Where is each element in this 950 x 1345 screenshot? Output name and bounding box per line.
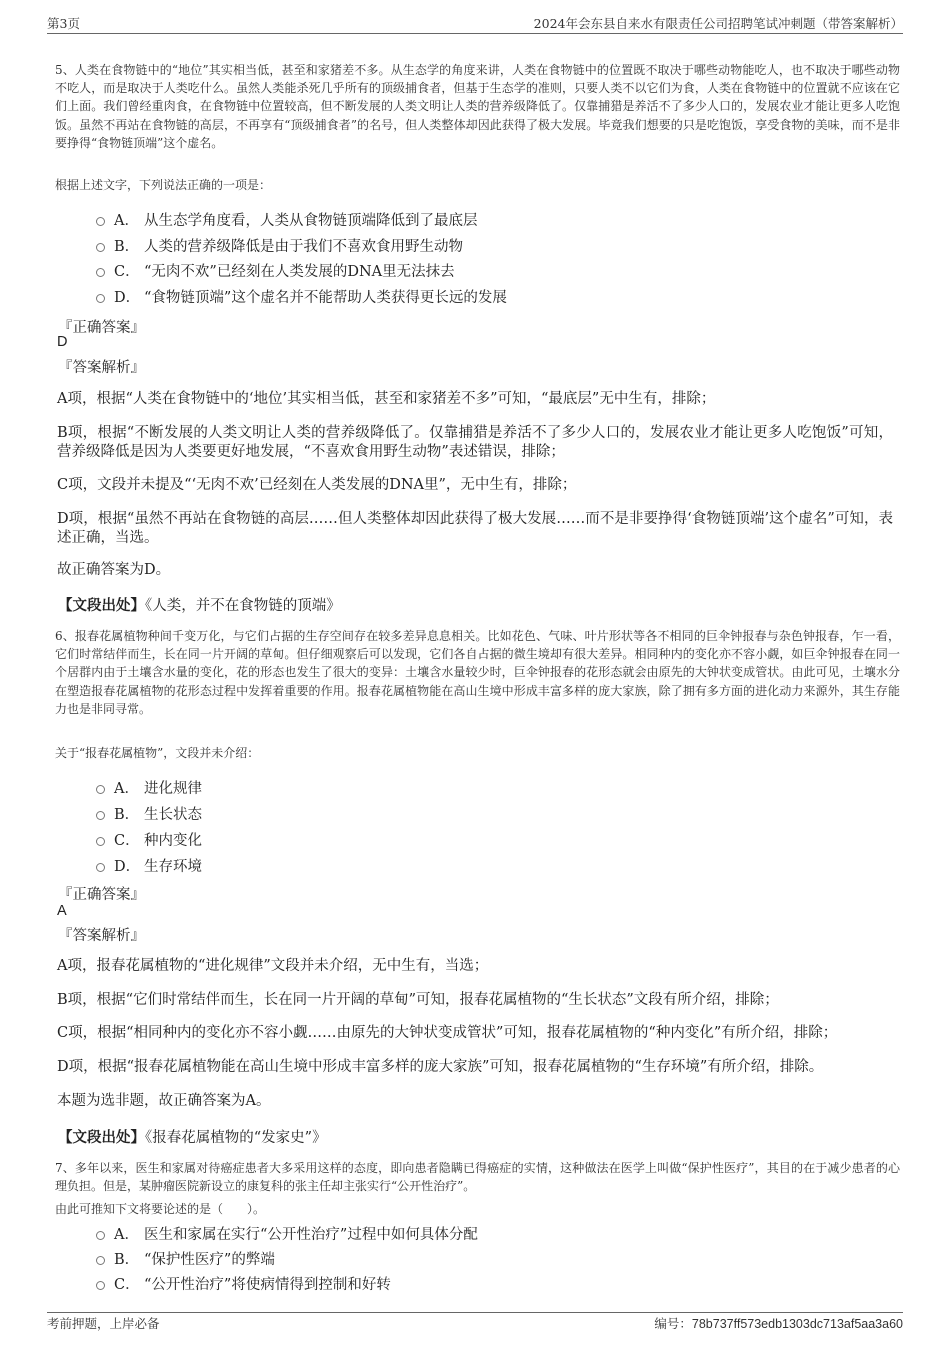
option-text: 种内变化	[144, 832, 202, 849]
option-letter: D．	[114, 858, 141, 875]
option-text: “保护性医疗”的弊端	[144, 1251, 275, 1268]
q6-conclusion: 本题为选非题，故正确答案为A。	[57, 1093, 271, 1109]
q5-source	[58, 594, 341, 615]
document-title: 2024年会东县自来水有限责任公司招聘笔试冲刺题（带答案解析）	[533, 16, 903, 31]
q5-option-a[interactable]	[96, 208, 478, 230]
page-header	[47, 12, 903, 32]
footer-slogan: 考前押题，上岸必备	[47, 1316, 160, 1331]
radio-button[interactable]	[96, 811, 105, 820]
option-letter: A．	[114, 212, 139, 229]
option-letter: A．	[114, 1226, 139, 1243]
q5-passage: 5、人类在食物链中的“地位”其实相当低，甚至和家猪差不多。从生态学的角度来讲，人类在食物链中的位置既不取决于哪些动物能吃人，也不取决于哪些动物不吃人，而是取决于人类吃什么。虽然人类能杀死几乎所有的顶级捕食者，但基于生态学的准则，只要人类不以它们为食，人类在食物链中的位置就不应该在它们上面。我们曾经重肉食，在食物链中位置较高，但不断发展的人类文明让人类的营养级降低了。仅靠捕猎是养活不了多少人口的，发展农业才能让更多人吃饱饭。虽然不再站在食物链的高层，不再享有“顶级捕食者”的名号，但人类整体却因此获得了极大发展。毕竟我们想要的只是吃饱饭，享受食物的美味，而不是非要挣得“食物链顶端”这个虚名。	[55, 63, 900, 150]
radio-button[interactable]	[96, 837, 105, 846]
q6-explanation-a: A项，报春花属植物的“进化规律”文段并未介绍，无中生有，当选；	[57, 958, 489, 974]
radio-button[interactable]	[96, 863, 105, 872]
q7-option-c[interactable]	[96, 1272, 391, 1294]
code-value: 78b737ff573edb1303dc713af5aa3a60	[691, 1317, 903, 1331]
source-title: 《报春花属植物的“发家史”》	[145, 1130, 327, 1146]
q6-explanation-b: B项，根据“它们时常结伴而生，长在同一片开阔的草甸”可知，报春花属植物的“生长状态”文段有所介绍，排除；	[57, 992, 779, 1008]
q6-analysis-tag: 『答案解析』	[58, 928, 145, 944]
q6-option-c[interactable]	[96, 828, 202, 850]
option-letter: B．	[114, 806, 140, 823]
q7-option-a[interactable]	[96, 1222, 478, 1244]
source-title: 《人类，并不在食物链的顶端》	[145, 598, 341, 614]
radio-button[interactable]	[96, 1281, 105, 1290]
q5-explanation-d: D项，根据“虽然不再站在食物链的高层……但人类整体却因此获得了极大发展……而不是非要挣得‘食物链顶端’这个虚名”可知，表述正确，当选。	[57, 511, 893, 546]
q5-conclusion: 故正确答案为D。	[57, 562, 171, 578]
q5-answer: D	[57, 334, 68, 350]
option-letter: A．	[114, 780, 139, 797]
q7-prompt: 由此可推知下文将要论述的是（ ）。	[55, 1202, 266, 1216]
radio-button[interactable]	[96, 217, 105, 226]
q5-option-c[interactable]	[96, 259, 455, 281]
option-text: 生长状态	[144, 806, 202, 823]
option-letter: C．	[114, 1276, 140, 1293]
q5-explanation-c: C项，文段并未提及“‘无肉不欢’已经刻在人类发展的DNA里”，无中生有，排除；	[57, 477, 577, 493]
footer-divider	[47, 1312, 903, 1313]
option-letter: D．	[114, 289, 141, 306]
q5-analysis-tag: 『答案解析』	[58, 360, 145, 376]
page-number: 第3页	[47, 16, 80, 31]
q6-explanation-d: D项，根据“报春花属植物能在高山生境中形成丰富多样的庞大家族”可知，报春花属植物的“生存环境”有所介绍，排除。	[57, 1059, 824, 1075]
document-code	[654, 1314, 903, 1332]
q5-option-b[interactable]	[96, 234, 463, 256]
q5-prompt: 根据上述文字，下列说法正确的一项是：	[55, 178, 272, 192]
radio-button[interactable]	[96, 1256, 105, 1265]
code-label: 编号：	[654, 1316, 692, 1331]
q5-answer-tag: 『正确答案』	[58, 320, 145, 336]
q6-passage: 6、报春花属植物种间千变万化，与它们占据的生存空间存在较多差异息息相关。比如花色、气味、叶片形状等各不相同的巨伞钟报春与杂色钟报春，乍一看，它们时常结伴而生，长在同一片开阔的草甸。但仔细观察后可以发现，它们各自占据的微生境却有很大差异。相同种内的变化亦不容小觑，如巨伞钟报春在同一个居群内由于土壤含水量的变化，花的形态也发生了很大的变异：土壤含水量较少时，巨伞钟报春的花形态就会由原先的大钟状变成管状。由此可见，土壤水分在塑造报春花属植物的花形态过程中发挥着重要的作用。报春花属植物能在高山生境中形成丰富多样的庞大家族，除了拥有多方面的进化动力来源外，其生存能力也是非同寻常。	[55, 629, 900, 716]
q6-prompt: 关于“报春花属植物”，文段并未介绍：	[55, 746, 260, 760]
source-label: 【文段出处】	[58, 597, 145, 614]
q7-passage: 7、多年以来，医生和家属对待癌症患者大多采用这样的态度，即向患者隐瞒已得癌症的实情，这种做法在医学上叫做“保护性医疗”，其目的在于减少患者的心理负担。但是，某肿瘤医院新设立的康复科的张主任却主张实行“公开性治疗”。	[55, 1161, 900, 1194]
q6-answer-tag: 『正确答案』	[58, 887, 145, 903]
option-text: “食物链顶端”这个虚名并不能帮助人类获得更长远的发展	[144, 289, 507, 306]
option-letter: B．	[114, 238, 140, 255]
q6-option-a[interactable]	[96, 776, 202, 798]
q6-source	[58, 1126, 327, 1147]
q6-explanation-c: C项，根据“相同种内的变化亦不容小觑……由原先的大钟状变成管状”可知，报春花属植物的“种内变化”有所介绍，排除；	[57, 1025, 838, 1041]
option-text: “公开性治疗”将使病情得到控制和好转	[144, 1276, 391, 1293]
option-text: 医生和家属在实行“公开性治疗”过程中如何具体分配	[144, 1226, 478, 1243]
q5-option-d[interactable]	[96, 285, 507, 307]
option-letter: C．	[114, 832, 140, 849]
option-text: “无肉不欢”已经刻在人类发展的DNA里无法抹去	[144, 263, 455, 280]
option-text: 生存环境	[144, 858, 202, 875]
option-text: 从生态学角度看，人类从食物链顶端降低到了最底层	[144, 212, 478, 229]
q6-option-d[interactable]	[96, 854, 202, 876]
radio-button[interactable]	[96, 268, 105, 277]
q6-option-b[interactable]	[96, 802, 202, 824]
option-letter: B．	[114, 1251, 140, 1268]
radio-button[interactable]	[96, 785, 105, 794]
radio-button[interactable]	[96, 294, 105, 303]
radio-button[interactable]	[96, 243, 105, 252]
option-text: 人类的营养级降低是由于我们不喜欢食用野生动物	[144, 238, 463, 255]
source-label: 【文段出处】	[58, 1129, 145, 1146]
radio-button[interactable]	[96, 1231, 105, 1240]
q5-explanation-b: B项，根据“不断发展的人类文明让人类的营养级降低了。仅靠捕猎是养活不了多少人口的，发展农业才能让更多人吃饱饭”可知，营养级降低是因为人类要更好地发展，“不喜欢食用野生动物”表述错误，排除；	[57, 425, 893, 460]
option-text: 进化规律	[144, 780, 202, 797]
header-divider	[47, 33, 903, 34]
q6-answer: A	[57, 903, 67, 919]
q7-option-b[interactable]	[96, 1247, 275, 1269]
q5-explanation-a: A项，根据“人类在食物链中的‘地位’其实相当低，甚至和家猪差不多”可知，“最底层”无中生有，排除；	[57, 391, 716, 407]
option-letter: C．	[114, 263, 140, 280]
